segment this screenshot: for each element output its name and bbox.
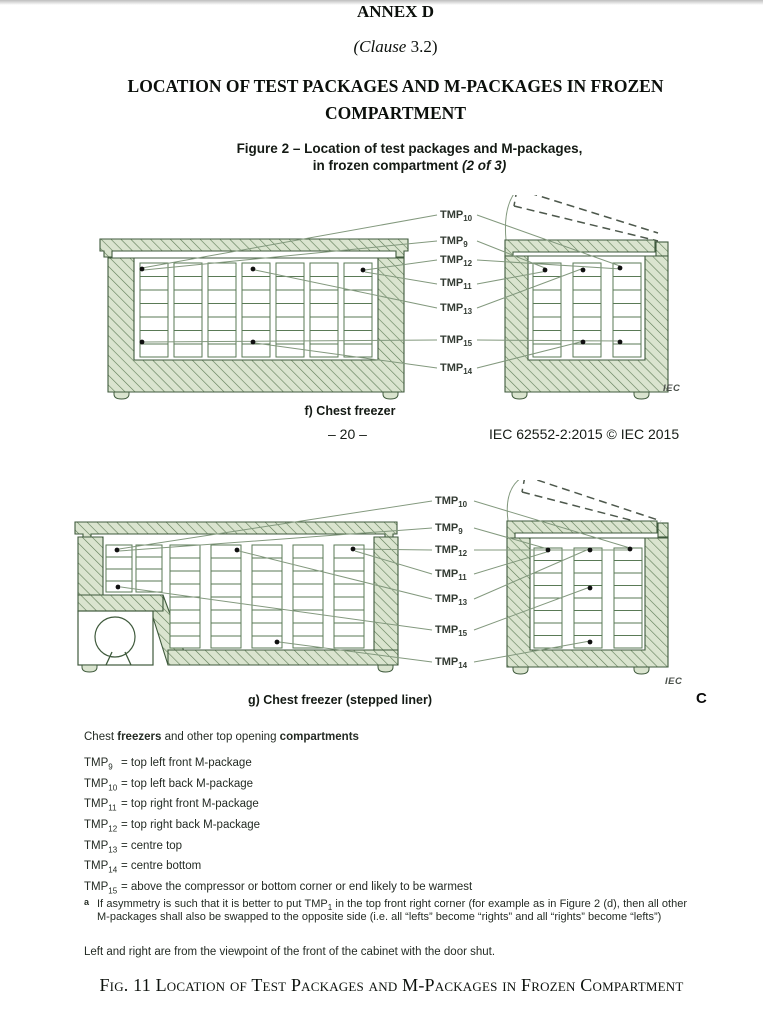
tmp-label: $TMP_9$ xyxy=(440,235,468,249)
page-title-line2: COMPARTMENT xyxy=(325,103,466,123)
tmp-label: $TMP_{10}$ xyxy=(435,495,468,509)
legend-definition: = top left front M-package xyxy=(121,757,252,769)
legend-definition: = above the compressor or bottom corner or end likely to be warmest xyxy=(121,881,473,893)
freezer-lid xyxy=(75,522,397,539)
tmp-label: $TMP_{13}$ xyxy=(435,593,468,607)
legend-item: $TMP_{15}$ = above the compressor or bottom corner or end likely to be warmest xyxy=(84,881,473,896)
test-package-columns xyxy=(534,548,642,648)
compressor xyxy=(95,617,135,657)
clause-reference xyxy=(14,37,763,57)
clause-number: 3.2) xyxy=(406,37,438,56)
legend-definition: = centre top xyxy=(121,840,183,852)
figure-11-caption: Fig. 11 Location of Test Packages and M-Packages in Frozen Compartment xyxy=(99,975,684,995)
tmp-label: $TMP_{14}$ xyxy=(435,656,468,670)
figure-2-title-line2: in frozen compartment (2 of 3) xyxy=(312,158,507,173)
cabinet-foot xyxy=(383,392,398,399)
tmp-label: $TMP_9$ xyxy=(435,522,463,536)
iec-mark: IEC xyxy=(663,383,681,394)
footnote-marker: a xyxy=(84,897,90,907)
test-package-columns xyxy=(533,263,641,357)
legend-item: $TMP_{12}$ = top right back M-package xyxy=(84,819,261,834)
front-view xyxy=(75,522,398,672)
cabinet-foot xyxy=(634,667,649,674)
page-title xyxy=(14,73,763,127)
iec-mark: IEC xyxy=(665,676,683,687)
cabinet-foot xyxy=(114,392,129,399)
cabinet-foot xyxy=(513,667,528,674)
caption-f: f) Chest freezer xyxy=(304,404,396,418)
tmp-label: $TMP_{11}$ xyxy=(440,277,472,291)
tmp-label: $TMP_{13}$ xyxy=(440,302,473,316)
right-wall xyxy=(374,537,398,650)
chest-freezer-diagram xyxy=(80,195,763,405)
orientation-note: Left and right are from the viewpoint of the front of the cabinet with the door shut. xyxy=(84,946,496,958)
end-view xyxy=(505,195,668,399)
tmp-label: $TMP_{15}$ xyxy=(440,334,473,348)
tmp-labels xyxy=(440,209,473,376)
tmp-label: $TMP_{10}$ xyxy=(440,209,473,223)
legend-item: $TMP_{13}$ = centre top xyxy=(84,840,183,855)
clause-word: (Clause xyxy=(353,37,407,56)
front-view xyxy=(100,239,408,399)
lid-hinge-block xyxy=(658,523,668,537)
legend-definition: = top right front M-package xyxy=(121,798,259,810)
liner-step xyxy=(78,595,163,611)
legend-definition: = top right back M-package xyxy=(121,819,261,831)
cabinet-foot xyxy=(512,392,527,399)
caption-g: g) Chest freezer (stepped liner) xyxy=(247,693,433,707)
page-title-line1: LOCATION OF TEST PACKAGES AND M-PACKAGES IN FROZEN xyxy=(127,76,664,96)
figure-2-title xyxy=(28,140,763,174)
lid-hinge-block xyxy=(656,242,668,256)
tmp-label: $TMP_{11}$ xyxy=(435,568,467,582)
legend-item: $TMP_{14}$ = centre bottom xyxy=(84,860,202,875)
freezer-lid xyxy=(505,240,655,257)
figure-2-title-line1: Figure 2 – Location of test packages and M-packages, xyxy=(236,141,583,156)
annotation-c: C xyxy=(696,690,707,707)
legend-item: $TMP_9$ = top left front M-package xyxy=(84,757,252,772)
tmp-label: $TMP_{12}$ xyxy=(440,254,473,268)
legend-heading: Chest freezers and other top opening compartments xyxy=(84,731,359,743)
tmp-label: $TMP_{14}$ xyxy=(440,362,473,376)
left-wall xyxy=(78,537,103,595)
footnote-text: If asymmetry is such that it is better to put $TMP_1$ in the top front right corner (for example as in Figure 2 (d), then all other M-packages shall also be swapped to the opposite side (i.e. all “lefts” become “rights” and all “rights” become “lefts”) xyxy=(97,898,688,924)
legend-definition: = centre bottom xyxy=(121,860,202,872)
bottom-wall xyxy=(168,650,398,665)
annex-heading: ANNEX D xyxy=(357,2,434,21)
open-lid-dashed-outline xyxy=(514,195,658,241)
page-number: – 20 – xyxy=(328,426,367,442)
document-reference: IEC 62552-2:2015 © IEC 2015 xyxy=(489,426,680,442)
legend-item: $TMP_{10}$ = top left back M-package xyxy=(84,778,254,793)
tmp-label: $TMP_{12}$ xyxy=(435,544,468,558)
legend-item: $TMP_{11}$ = top right front M-package xyxy=(84,798,259,813)
cabinet-foot xyxy=(634,392,649,399)
tmp-labels xyxy=(435,495,468,670)
figure-2-sheet-number: (2 of 3) xyxy=(462,158,507,173)
legend-definition: = top left back M-package xyxy=(121,778,254,790)
chest-freezer-stepped-liner-diagram xyxy=(60,480,763,692)
end-view xyxy=(507,480,668,674)
cabinet-foot xyxy=(378,665,393,672)
cabinet-foot xyxy=(82,665,97,672)
freezer-lid xyxy=(507,521,657,538)
tmp-label: $TMP_{15}$ xyxy=(435,624,468,638)
